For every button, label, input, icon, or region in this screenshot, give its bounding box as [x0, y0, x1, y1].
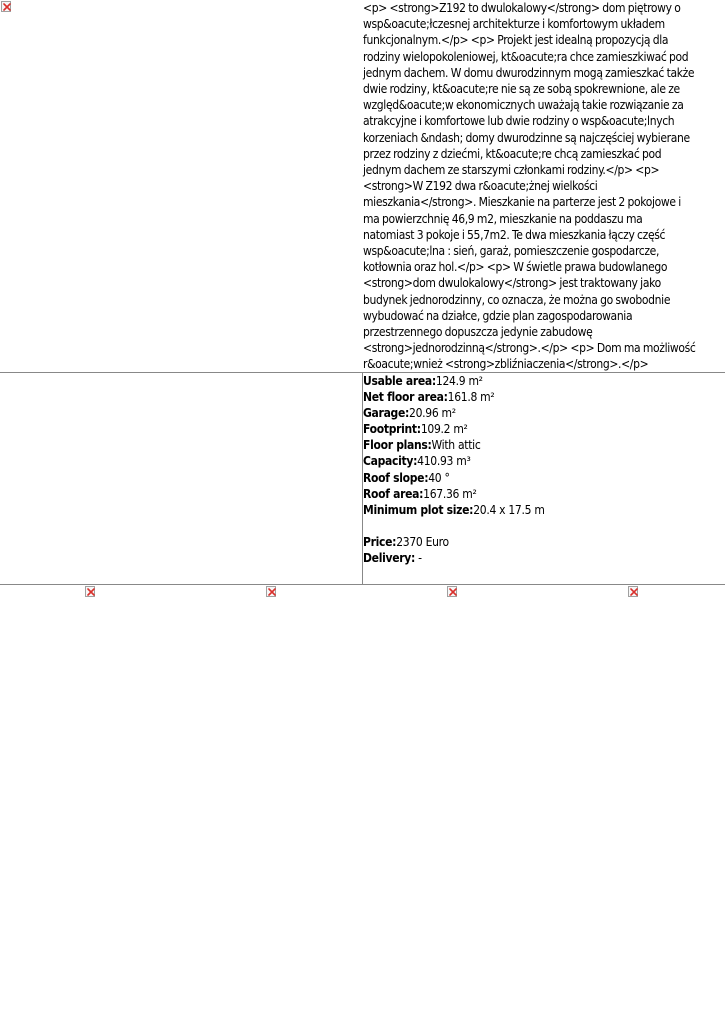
description-line: natomiast 3 pokoje i 55,7m2. Te dwa mieszkania łączy część	[363, 227, 666, 242]
description-line: r&oacute;wnież <strong>zbliźniaczenia</strong>.</p>	[363, 357, 649, 372]
description-line: względ&oacute;w ekonomicznych uważają takie rozwiązanie za	[363, 98, 684, 113]
spec-value: 124.9 m²	[435, 374, 483, 388]
spec-net-floor-area	[363, 389, 724, 405]
spec-value: 20.4 x 17.5 m	[473, 502, 545, 517]
main-image-broken-icon	[1, 1, 11, 12]
spec-value: 161.8 m²	[447, 390, 495, 405]
spec-usable-area	[363, 373, 724, 389]
gallery-thumbnail-2-broken-icon[interactable]	[266, 586, 276, 597]
description-line: dwie rodziny, kt&oacute;re nie są ze sobą spokrewnione, ale ze	[363, 82, 680, 97]
spec-min-plot-size	[363, 502, 724, 518]
spec-floor-plans	[363, 437, 724, 453]
spec-label: Price:	[363, 534, 397, 549]
description-line: <strong>W Z192 dwa r&oacute;żnej wielkości	[363, 179, 598, 194]
description-line: wybudować na działce, gdzie plan zagospodarowania	[363, 308, 633, 323]
description-line: rodziny wielopokoleniowej, kt&oacute;ra chce zamieszkiwać pod	[363, 49, 689, 64]
description-line: <p> <strong>Z192 to dwulokalowy</strong> dom piętrowy o	[363, 1, 681, 15]
spec-spacer	[363, 518, 724, 534]
spec-roof-area	[363, 486, 724, 502]
description-line: wsp&oacute;łczesnej architekturze i komfortowym układem	[363, 17, 665, 32]
spec-value: 410.93 m³	[417, 454, 471, 469]
description-line: ma powierzchnię 46,9 m2, mieszkanie na poddaszu ma	[363, 211, 643, 226]
description-line: jednym dachem. W domu dwurodzinnym mogą zamieszkać także	[363, 65, 695, 80]
spec-label: Delivery:	[363, 550, 416, 565]
description-line: przestrzennego dopuszcza jedynie zabudowę	[363, 325, 593, 340]
spec-label: Roof area:	[363, 486, 424, 501]
spec-label: Capacity:	[363, 454, 418, 469]
spec-footprint	[363, 421, 724, 437]
specs-list	[363, 373, 724, 566]
spec-label: Footprint:	[363, 422, 421, 437]
description-line: jednym dachem ze starszymi członkami rodziny.</p> <p>	[363, 163, 660, 178]
spec-roof-slope	[363, 470, 724, 486]
description-line: <strong>jednorodzinną</strong>.</p> <p> Dom ma możliwość	[363, 341, 696, 356]
description-line: korzeniach &ndash; domy dwurodzinne są najczęściej wybierane	[363, 130, 690, 145]
description-line: <strong>dom dwulokalowy</strong> jest traktowany jako	[363, 276, 661, 291]
spec-label: Floor plans:	[363, 438, 432, 453]
gallery-thumbnail-3-broken-icon[interactable]	[447, 586, 457, 597]
spec-label: Garage:	[363, 406, 410, 421]
spec-value: 40 °	[428, 470, 450, 485]
spec-value: 20.96 m²	[409, 406, 456, 421]
description-line: wsp&oacute;lna : sień, garaż, pomieszczenie gospodarcze,	[363, 244, 660, 259]
spec-value: With attic	[431, 438, 481, 453]
description-line: atrakcyjne i komfortowe lub dwie rodziny o wsp&oacute;lnych	[363, 114, 675, 129]
gallery-thumbnail-4-broken-icon[interactable]	[628, 586, 638, 597]
spec-value: 167.36 m²	[423, 486, 477, 501]
spec-label: Usable area:	[363, 374, 436, 388]
spec-value: -	[415, 550, 422, 565]
description-line: kotłownia oraz hol.</p> <p> W świetle prawa budowlanego	[363, 260, 668, 275]
spec-garage	[363, 405, 724, 421]
description-line: budynek jednorodzinny, co oznacza, że można go swobodnie	[363, 292, 671, 307]
gallery-thumbnail-1-broken-icon[interactable]	[85, 586, 95, 597]
spec-delivery	[363, 550, 724, 566]
spec-value: 2370 Euro	[396, 534, 449, 549]
spec-label: Roof slope:	[363, 470, 429, 485]
spec-price	[363, 534, 724, 550]
row-divider-bottom	[0, 584, 725, 585]
spec-capacity	[363, 453, 724, 469]
description-line: przez rodziny z dziećmi, kt&oacute;re chcą zamieszkać pod	[363, 146, 662, 161]
spec-label: Minimum plot size:	[363, 502, 474, 517]
description-line: funkcjonalnym.</p> <p> Projekt jest idealną propozycją dla	[363, 33, 669, 48]
house-description	[363, 0, 724, 373]
spec-label: Net floor area:	[363, 390, 448, 405]
spec-value: 109.2 m²	[420, 422, 468, 437]
description-line: mieszkania</strong>. Mieszkanie na parterze jest 2 pokojowe i	[363, 195, 681, 210]
